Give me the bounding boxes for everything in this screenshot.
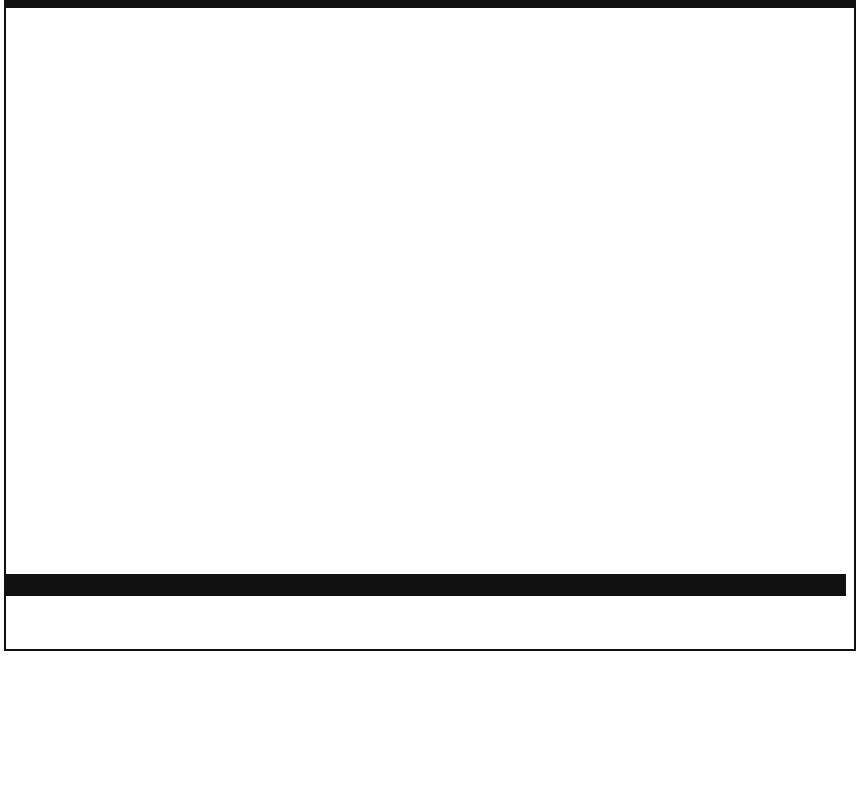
section-divider-bar <box>6 0 854 8</box>
panel-bottom-bar <box>4 574 846 596</box>
supplement-facts-panel <box>4 0 856 651</box>
